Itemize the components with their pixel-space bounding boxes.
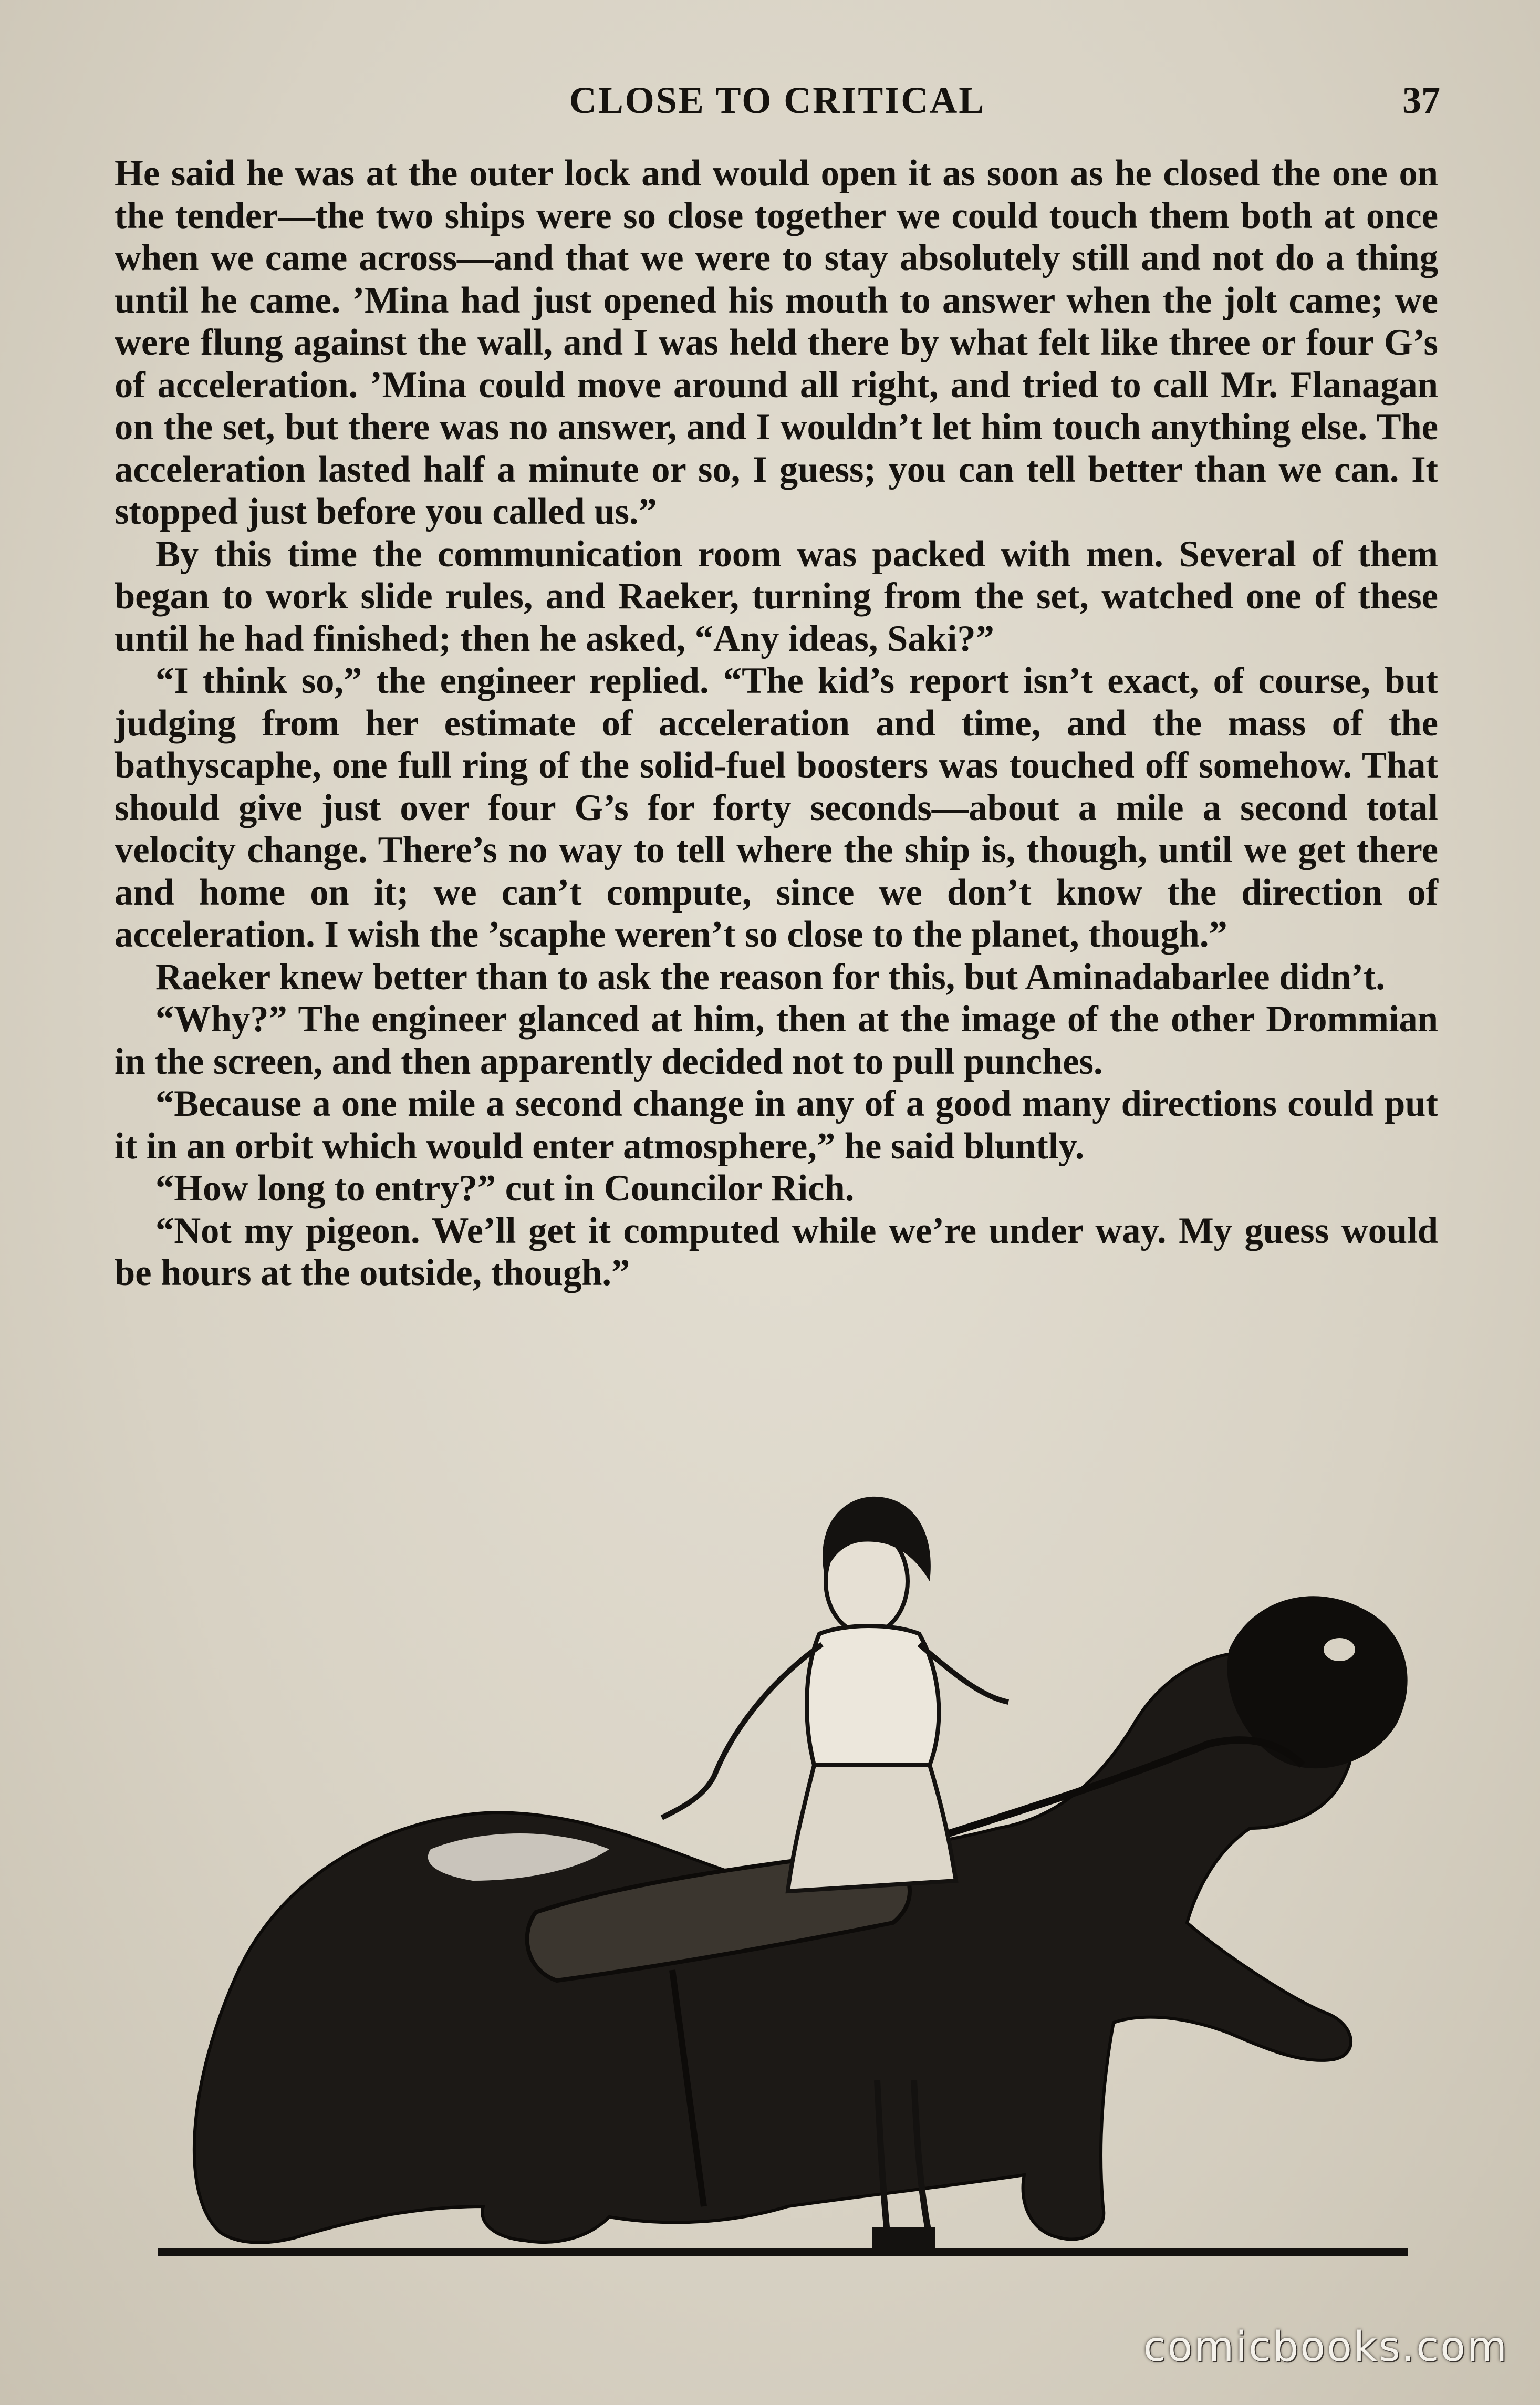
creature-eye <box>1324 1638 1355 1661</box>
page-number: 37 <box>1402 79 1440 121</box>
running-title: CLOSE TO CRITICAL <box>569 79 986 121</box>
paragraph: Raeker knew better than to ask the reason for this, but Aminadabarlee didn’t. <box>155 956 1385 998</box>
paragraph: “I think so,” the engineer replied. “The kid’s report isn’t exact, of course, but judging from her estimate of acceleration and time, and the mass of the bathyscaphe, one full ring of the solid-fuel boosters was touched off somehow. That should give just over four G’s for forty seconds—about a mile a second total velocity change. There’s no way to tell where the ship is, though, until we get there and home on it; we can’t compute, since we don’t know the direction of acceleration. I wish the ’scaphe weren’t so close to the planet, though.” <box>115 660 1438 955</box>
paragraph: “Because a one mile a second change in any of a good many directions could put it in an orbit which would enter atmosphere,” he said bluntly. <box>115 1083 1438 1167</box>
girl-skirt <box>788 1765 956 1891</box>
paragraph: “Not my pigeon. We’ll get it computed while we’re under way. My guess would be hours at the outside, though.” <box>115 1210 1438 1293</box>
paragraph: By this time the communication room was packed with men. Several of them began to work slide rules, and Raeker, turning from the set, watched one of these until he had finished; then he asked, “Any ideas, Saki?” <box>115 533 1438 659</box>
girl-shoe <box>872 2227 935 2248</box>
ground-line <box>158 2248 1408 2256</box>
body-text <box>115 152 1438 1294</box>
girl-arm-left <box>662 1644 822 1818</box>
paragraph: “How long to entry?” cut in Councilor Rich. <box>155 1168 855 1209</box>
illustration-girl-and-creature <box>158 1450 1429 2280</box>
paragraph: “Why?” The engineer glanced at him, then at the image of the other Drommian in the screen, and then apparently decided not to pull punches. <box>115 999 1438 1082</box>
watermark-logo: comicbooks.com <box>1143 2324 1508 2371</box>
page-header <box>115 79 1440 137</box>
paragraph: He said he was at the outer lock and would open it as soon as he closed the one on the tender—the two ships were so close together we could touch them both at once when we came across—and that we were to stay absolutely still and not do a thing until he came. ’Mina had just opened his mouth to answer when the jolt came; we were flung against the wall, and I was held there by what felt like three or four G’s of acceleration. ’Mina could move around all right, and tried to call Mr. Flanagan on the set, but there was no answer, and I wouldn’t let him touch anything else. The acceleration lasted half a minute or so, I guess; you can tell better than we can. It stopped just before you called us.” <box>115 153 1438 532</box>
